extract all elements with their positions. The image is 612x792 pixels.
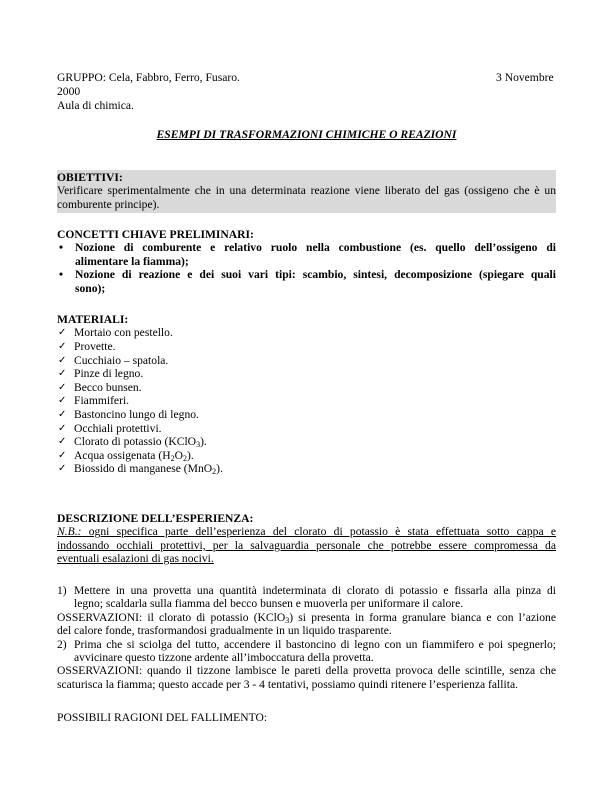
concept-line: sono); xyxy=(75,281,106,295)
check-icon: ✓ xyxy=(58,436,67,448)
material-item xyxy=(57,408,556,422)
objectives-section xyxy=(57,170,556,213)
material-label: Clorato di potassio (KClO$_3$). xyxy=(74,435,207,450)
material-item xyxy=(57,340,556,354)
objectives-heading: OBIETTIVI: xyxy=(57,171,123,184)
location: Aula di chimica. xyxy=(57,99,134,112)
step-number: 1) xyxy=(57,584,67,597)
objectives-line-1: Verificare sperimentalmente che in una determinata reazione viene liberato del gas (ossigeno che è un xyxy=(57,184,556,198)
material-item xyxy=(57,394,556,408)
material-item xyxy=(57,449,556,463)
procedure-section xyxy=(57,584,556,691)
step-line: legno; scaldarla sulla fiamma del becco bunsen e muoverla per uniformare il calore. xyxy=(74,597,464,611)
material-item xyxy=(57,381,556,395)
group-line: GRUPPO: Cela, Fabbro, Ferro, Fusaro. xyxy=(57,71,240,84)
date-day-month: 3 Novembre xyxy=(496,71,554,84)
nb-line-2: indossando occhiali protettivi, per la salvaguardia personale che potrebbe essere compromessa da xyxy=(57,538,556,552)
material-item xyxy=(57,326,556,340)
check-icon: ✓ xyxy=(58,327,67,339)
observation-line: OSSERVAZIONI: il clorato di potassio (KClO$_3$) si presenta in forma granulare bianca e con l’azione xyxy=(57,610,556,625)
material-label: Bastoncino lungo di legno. xyxy=(74,407,199,421)
step-line: Mettere in una provetta una quantità indeterminata di clorato di potassio e fissarla alla pinza di xyxy=(74,584,556,597)
step-item xyxy=(57,584,556,611)
observation-line: del calore fonde, trasformandosi gradualmente in un liquido trasparente. xyxy=(57,624,392,638)
step-line: avvicinare questo tizzone ardente all’imboccatura della provetta. xyxy=(74,651,374,665)
bullet-icon: • xyxy=(59,268,64,282)
step-item xyxy=(57,638,556,665)
nb-label: N.B.: xyxy=(57,525,82,539)
concept-item xyxy=(57,241,556,268)
nb-line-1: N.B.: ogni specifica parte dell’esperienza del clorato di potassio è stata effettuata sotto cappa e xyxy=(57,525,556,539)
document-title: ESEMPI DI TRASFORMAZIONI CHIMICHE O REAZIONI xyxy=(156,128,457,141)
nb-line-3: eventuali esalazioni di gas nocivi. xyxy=(57,552,214,566)
concepts-section xyxy=(57,228,556,295)
material-item xyxy=(57,435,556,449)
step-number: 2) xyxy=(57,637,67,651)
material-label: Pinze di legno. xyxy=(74,367,144,381)
objectives-line-2: comburente principe). xyxy=(57,197,160,211)
check-icon: ✓ xyxy=(58,463,67,475)
material-label: Biossido di manganese (MnO$_2$). xyxy=(74,462,223,477)
material-label: Mortaio con pestello. xyxy=(74,326,173,340)
materials-heading: MATERIALI: xyxy=(57,313,129,326)
concept-line: alimentare la fiamma); xyxy=(75,254,189,268)
material-item xyxy=(57,462,556,476)
observation-line: OSSERVAZIONI: quando il tizzone lambisce le pareti della provetta provoca delle scintille, senza che xyxy=(57,664,556,678)
material-label: Becco bunsen. xyxy=(74,380,142,394)
step-line: Prima che si sciolga del tutto, accendere il bastoncino di legno con un fiammifero e poi spegnerlo; xyxy=(74,637,556,651)
material-item xyxy=(57,367,556,381)
description-heading: DESCRIZIONE DELL’ESPERIENZA: xyxy=(57,512,254,525)
concept-line: Nozione di comburente e relativo ruolo nella combustione (es. quello dell’ossigeno di xyxy=(75,241,556,255)
material-label: Provette. xyxy=(74,340,116,353)
material-item xyxy=(57,422,556,436)
material-label: Cucchiaio – spatola. xyxy=(74,353,169,367)
concepts-heading: CONCETTI CHIAVE PRELIMINARI: xyxy=(57,228,254,241)
material-item xyxy=(57,354,556,368)
check-icon: ✓ xyxy=(58,354,67,366)
check-icon: ✓ xyxy=(58,381,67,393)
concept-item xyxy=(57,268,556,295)
concept-line: Nozione di reazione e dei suoi vari tipi: scambio, sintesi, decomposizione (spiegare quali xyxy=(75,268,556,282)
bullet-icon: • xyxy=(59,241,64,255)
check-icon: ✓ xyxy=(58,341,67,352)
material-label: Occhiali protettivi. xyxy=(74,421,162,435)
materials-section xyxy=(57,313,556,476)
material-label: Acqua ossigenata $(H_2O_2)$. xyxy=(74,448,194,463)
check-icon: ✓ xyxy=(58,408,67,420)
check-icon: ✓ xyxy=(58,368,67,380)
material-label: Fiammiferi. xyxy=(74,394,130,408)
date-year: 2000 xyxy=(57,85,81,98)
check-icon: ✓ xyxy=(58,449,67,461)
check-icon: ✓ xyxy=(58,422,67,434)
observation-line: scaturisca la fiamma; questo accade per 3 - 4 tentativi, possiamo quindi ritenere l’esperienza fallita. xyxy=(57,677,518,691)
description-section xyxy=(57,512,556,566)
failure-heading: POSSIBILI RAGIONI DEL FALLIMENTO: xyxy=(57,711,268,724)
check-icon: ✓ xyxy=(58,395,67,407)
